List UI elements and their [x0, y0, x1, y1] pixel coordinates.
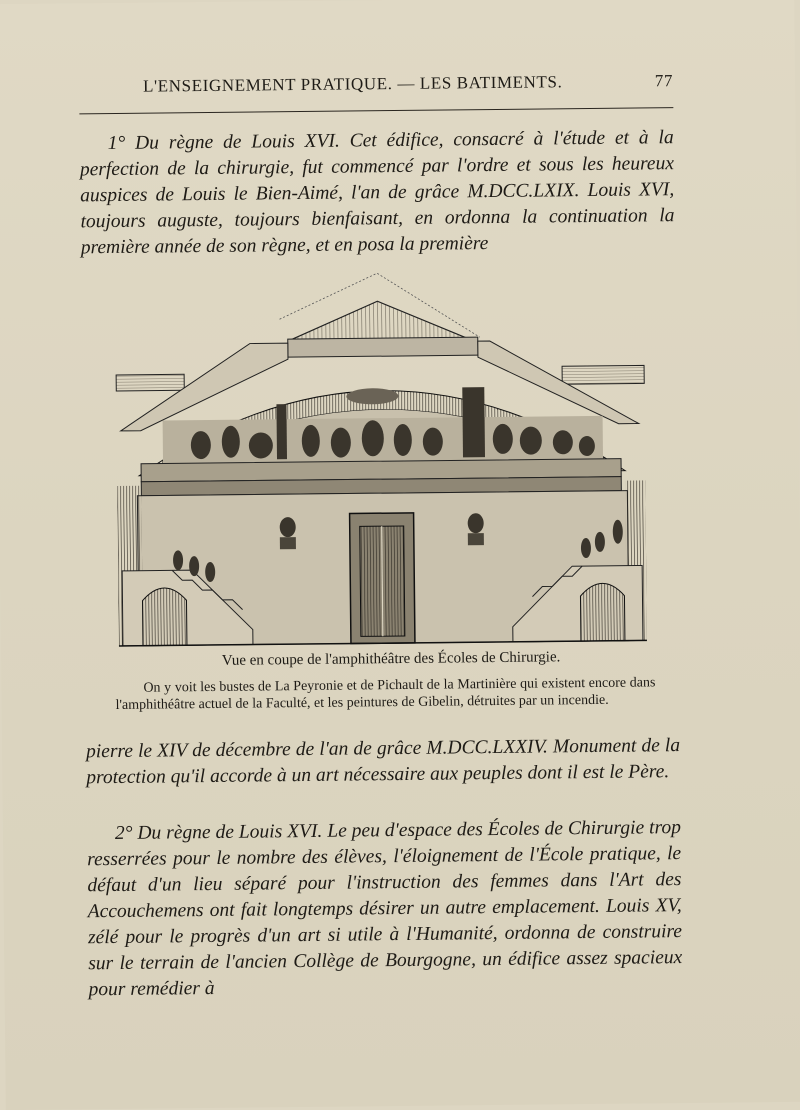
page-number: 77	[654, 71, 674, 91]
figure-caption-body: On y voit les bustes de La Peyronie et de Pichault de la Martinière qui existent encore dans l'amphithéâtre actuel de la Faculté, et les peintures de Gibelin, détruites par un incendie.	[115, 675, 656, 713]
figure-caption-title: Vue en coupe de l'amphithéâtre des Écoles de Chirurgie.	[221, 649, 561, 669]
running-head	[143, 71, 673, 97]
running-title: L'ENSEIGNEMENT PRATIQUE. — LES BATIMENTS.	[142, 72, 563, 96]
paragraph-3: 2° Du règne de Louis XVI. Le peu d'espace des Écoles de Chirurgie trop resserrées pour le nombre des élèves, l'éloignement de l'École pratique, le défaut d'un lieu séparé pour l'instruction des femmes dans l'Art des Accouchemens ont fait longtemps désirer un autre emplacement. Louis XV, zélé pour le progrès d'un art si utile à l'Humanité, ordonna de construire sur le terrain de l'ancien Collège de Bourgogne, un édifice assez spacieux pour remédier à	[87, 817, 683, 1001]
header-rule	[79, 107, 673, 114]
amphitheatre-engraving	[109, 265, 653, 651]
paragraph-2: pierre le XIV de décembre de l'an de grâce M.DCC.LXXIV. Monument de la protection qu'il accorde à un art nécessaire aux peuples dont il est le Père.	[85, 735, 681, 789]
paragraph-1: 1° Du règne de Louis XVI. Cet édifice, consacré à l'étude et à la perfection de la chirurgie, fut commencé par l'ordre et sous les heureux auspices de Louis le Bien-Aimé, l'an de grâce M.DCC.LXIX. Louis XVI, toujours auguste, toujours bienfaisant, en ordonna la continuation la première année de son règne, et en posa la première	[79, 127, 675, 259]
